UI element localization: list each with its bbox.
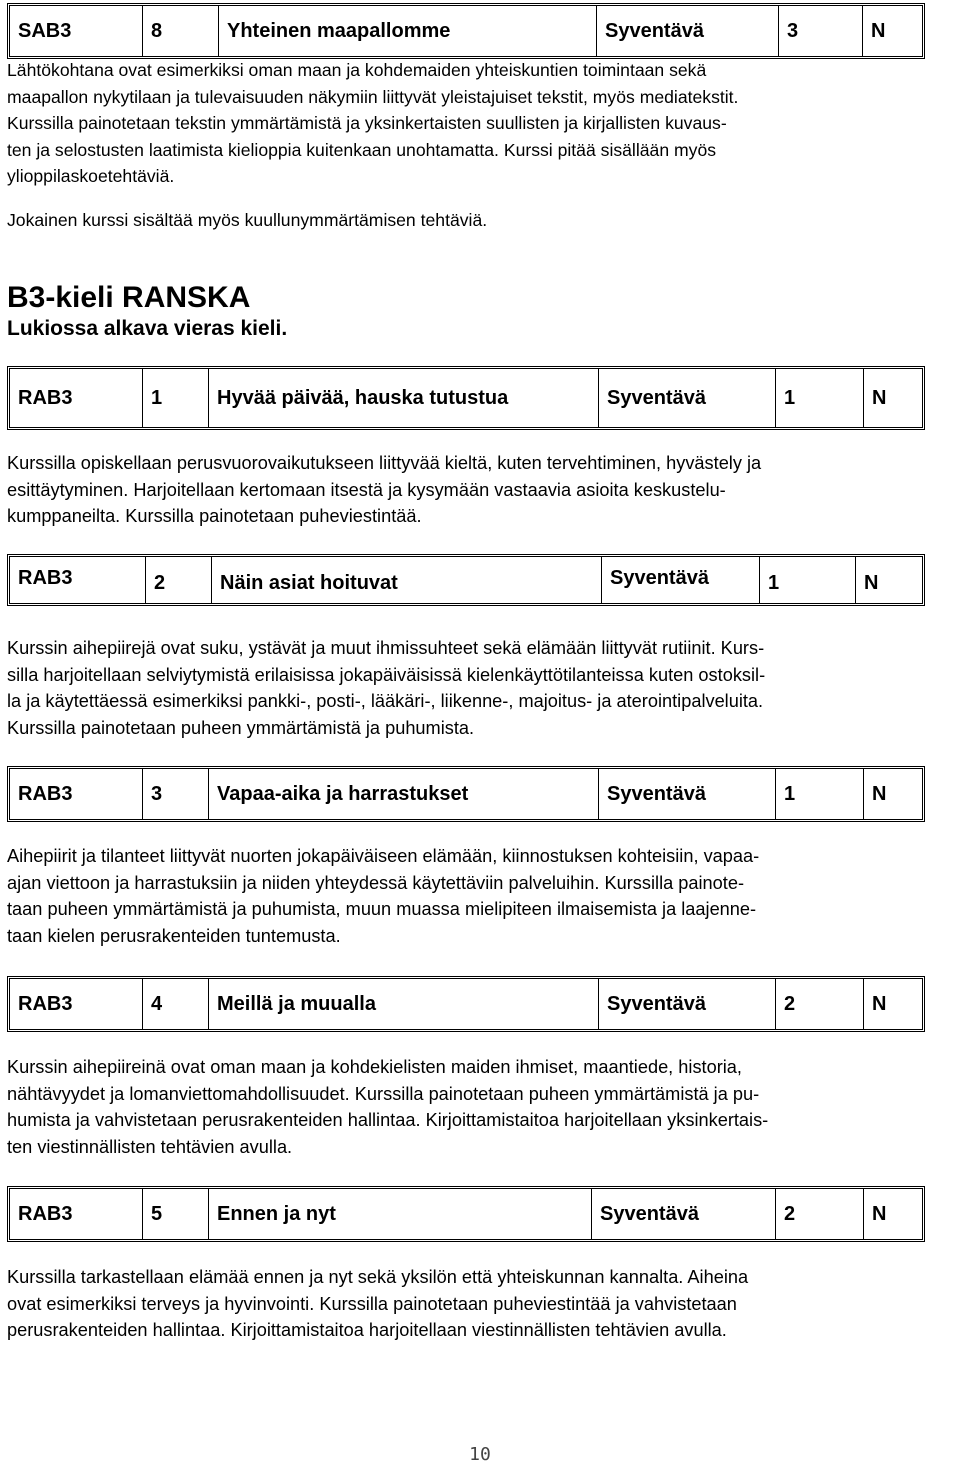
course-title: Meillä ja muualla — [209, 979, 599, 1029]
course-credits: 3 — [779, 6, 863, 56]
course-number: 1 — [143, 369, 209, 427]
course-level: Syventävä — [592, 1189, 776, 1239]
course-description-rab3-3: Aihepiirit ja tilanteet liittyvät nuorten jokapäiväiseen elämään, kiinnostuksen kohteisiin, vapaa- ajan viettoon ja harrastuksiin ja niiden yhteydessä käytettäviin palveluihin. Kurssilla painote- taan puheen ymmärtämistä ja puhumista, muun muassa mielipiteen ilmaisemista ja laajenne- taan kielen perusrakenteiden tuntemusta. — [7, 846, 760, 946]
course-description-sab3-8: Lähtökohtana ovat esimerkiksi oman maan ja kohdemaiden yhteiskuntien toimintaan sekä maapallon nykytilaan ja tulevaisuuden näkymiin liittyvät yleistajuiset tekstit, myös mediatekstit. Kurssilla painotetaan tekstin ymmärtämistä ja yksinkertaisten suullisten ja kirjallisten kuvaus- ten ja selostusten laatimista kielioppia kuitenkaan unohtamatta. Kurssi pitää sisällään myös ylioppilaskoetehtäviä. — [7, 60, 739, 186]
course-credits: 1 — [760, 557, 856, 603]
course-type: N — [872, 782, 887, 805]
course-number: 8 — [143, 6, 219, 56]
course-level: Syventävä — [599, 769, 776, 819]
course-code: RAB3 — [10, 1189, 143, 1239]
course-table-sab3-8 — [7, 3, 925, 59]
course-type: N — [872, 992, 887, 1015]
course-description-rab3-4: Kurssin aihepiireinä ovat oman maan ja kohdekielisten maiden ihmiset, maantiede, historia, nähtävyydet ja lomanviettomahdollisuudet. Kurssilla painotetaan puheen ymmärtämistä ja pu- humista ja vahvistetaan perusrakenteiden hallintaa. Kirjoittamistaitoa harjoitellaan yksinkertais- ten viestinnällisten tehtävien avulla. — [7, 1057, 769, 1157]
course-code: RAB3 — [10, 979, 143, 1029]
course-title: Hyvää päivää, hauska tutustua — [209, 369, 599, 427]
course-table-rab3-5 — [7, 1186, 925, 1242]
course-number: 2 — [146, 557, 212, 603]
course-title: Näin asiat hoituvat — [212, 557, 602, 603]
course-number: 5 — [143, 1189, 209, 1239]
course-credits: 1 — [776, 369, 864, 427]
course-table-rab3-1 — [7, 366, 925, 430]
course-number: 4 — [143, 979, 209, 1029]
page-number: 10 — [469, 1444, 491, 1465]
course-title: Vapaa-aika ja harrastukset — [209, 769, 599, 819]
course-description-rab3-5: Kurssilla tarkastellaan elämää ennen ja nyt sekä yksilön että yhteiskunnan kannalta. Aiheina ovat esimerkiksi terveys ja hyvinvointi. Kurssilla painotetaan puheviestintää ja vahvistetaan perusrakenteiden hallintaa. Kirjoittamistaitoa harjoitellaan viestinnällisten tehtävien avulla. — [7, 1267, 749, 1340]
course-description-rab3-1: Kurssilla opiskellaan perusvuorovaikutukseen liittyvää kieltä, kuten tervehtiminen, hyvästely ja esittäytyminen. Harjoitellaan kertomaan itsestä ja kysymään vastaavia asioita keskustelu- kumppaneilta. Kurssilla painotetaan puheviestintää. — [7, 453, 762, 526]
course-credits: 2 — [776, 979, 864, 1029]
course-type: N — [864, 571, 879, 594]
course-description-rab3-2: Kurssin aihepiirejä ovat suku, ystävät ja muut ihmissuhteet sekä elämään liittyvät rutiinit. Kurs- silla harjoitellaan selviytymistä erilaisissa jokapäiväisissä kielenkäyttötilanteissa kuten ostoksil- la ja käytettäessä esimerkiksi pankki-, posti-, lääkäri-, liikenne-, majoitus- ja aterointipalveluita. Kurssilla painotetaan puheen ymmärtämistä ja puhumista. — [7, 638, 766, 738]
course-table-rab3-3 — [7, 766, 925, 822]
course-number: 3 — [143, 769, 209, 819]
course-title: Yhteinen maapallomme — [219, 6, 597, 56]
course-level: Syventävä — [599, 979, 776, 1029]
course-level: Syventävä — [599, 369, 776, 427]
course-credits: 2 — [776, 1189, 864, 1239]
course-table-rab3-4 — [7, 976, 925, 1032]
course-credits: 1 — [776, 769, 864, 819]
course-code: RAB3 — [10, 369, 143, 427]
course-code: RAB3 — [10, 557, 146, 603]
course-level: Syventävä — [597, 6, 779, 56]
course-code: RAB3 — [10, 769, 143, 819]
course-type: N — [872, 386, 887, 409]
course-type: N — [871, 19, 886, 42]
course-type: N — [872, 1202, 887, 1225]
course-code: SAB3 — [10, 6, 143, 56]
course-level: Syventävä — [602, 557, 760, 603]
section-subtitle: Lukiossa alkava vieras kieli. — [7, 317, 288, 340]
listening-note: Jokainen kurssi sisältää myös kuullunymmärtämisen tehtäviä. — [7, 210, 488, 230]
course-title: Ennen ja nyt — [209, 1189, 592, 1239]
course-table-rab3-2 — [7, 554, 925, 606]
section-title: B3-kieli RANSKA — [7, 281, 251, 314]
